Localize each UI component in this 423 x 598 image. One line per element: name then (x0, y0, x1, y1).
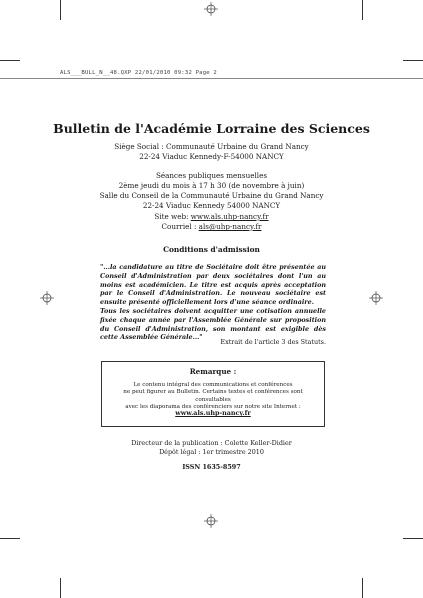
registration-mark-top-icon (204, 2, 218, 16)
siege-line-1: Siège Social : Communauté Urbaine du Grand Nancy (114, 142, 309, 151)
page-title: Bulletin de l'Académie Lorraine des Sciences (53, 121, 370, 136)
crop-mark-bottom-left-h (0, 538, 20, 539)
slug-rule (0, 78, 423, 79)
registration-mark-right-icon (369, 291, 383, 305)
mail-label: Courriel : (161, 222, 199, 231)
crop-mark-top-left-h (0, 60, 20, 61)
crop-mark-top-right-h (403, 60, 423, 61)
issn-line: ISSN 1635-8597 (182, 463, 241, 471)
seances-line-2: 2ème jeudi du mois à 17 h 30 (de novembre à juin) (118, 181, 305, 190)
remarque-box (101, 361, 325, 427)
crop-mark-top-left-v (60, 0, 61, 20)
remarque-line-2: ne peut figurer au Bulletin. Certains textes et conférences sont consultables (123, 389, 303, 403)
registration-mark-bottom-icon (204, 514, 218, 528)
mail-line (0, 222, 423, 231)
remarque-body (108, 382, 318, 412)
depot-line: Dépôt légal : 1er trimestre 2010 (159, 448, 264, 456)
quote-paragraph-2: Tous les sociétaires doivent acquitter une cotisation annuelle fixée chaque année par l'Assemblée Générale sur proposition du Conseil d'Administration, son montant est exigible dès cette Assemblée Générale..." (100, 306, 326, 342)
remarque-line-3: avec les diaporama des conférenciers sur notre site Internet : (125, 404, 301, 411)
remarque-site-link[interactable]: www.als.uhp-nancy.fr (175, 409, 251, 417)
remarque-title: Remarque : (189, 367, 237, 376)
web-line (0, 212, 423, 221)
printer-slug-line: ALS___BULL_N__48.QXP 22/01/2010 09:32 Page 2 (60, 70, 217, 76)
remarque-line-1: Le contenu intégral des communications et conférences (133, 382, 293, 388)
web-label: Site web: (154, 212, 191, 221)
registration-mark-left-icon (40, 291, 54, 305)
web-link[interactable]: www.als.uhp-nancy.fr (190, 212, 269, 221)
crop-mark-bottom-right-h (403, 538, 423, 539)
admission-quote (100, 263, 326, 342)
quote-source: Extrait de l'article 3 des Statuts. (220, 338, 326, 346)
quote-paragraph-1: "...la candidature au titre de Sociétaire doit être présentée au Conseil d'Administration par deux sociétaires dont l'un au moins est académicien. Le titre est acquis après acceptation par le Conseil d'Administration. Le nouveau sociétaire est ensuite présenté officiellement lors d'une séance ordinaire. (100, 263, 326, 307)
mail-link[interactable]: als@uhp-nancy.fr (198, 222, 262, 231)
crop-mark-bottom-left-v (60, 578, 61, 598)
seances-line-1: Séances publiques mensuelles (155, 171, 268, 180)
seances-line-3: Salle du Conseil de la Communauté Urbaine du Grand Nancy (99, 191, 324, 200)
directeur-line: Directeur de la publication : Colette Keller-Didier (131, 439, 292, 447)
crop-mark-bottom-right-v (362, 578, 363, 598)
siege-line-2: 22-24 Viaduc Kennedy-F-54000 NANCY (139, 152, 284, 161)
conditions-heading: Conditions d'admission (163, 245, 260, 254)
seances-line-4: 22-24 Viaduc Kennedy 54000 NANCY (142, 201, 281, 210)
crop-mark-top-right-v (362, 0, 363, 20)
